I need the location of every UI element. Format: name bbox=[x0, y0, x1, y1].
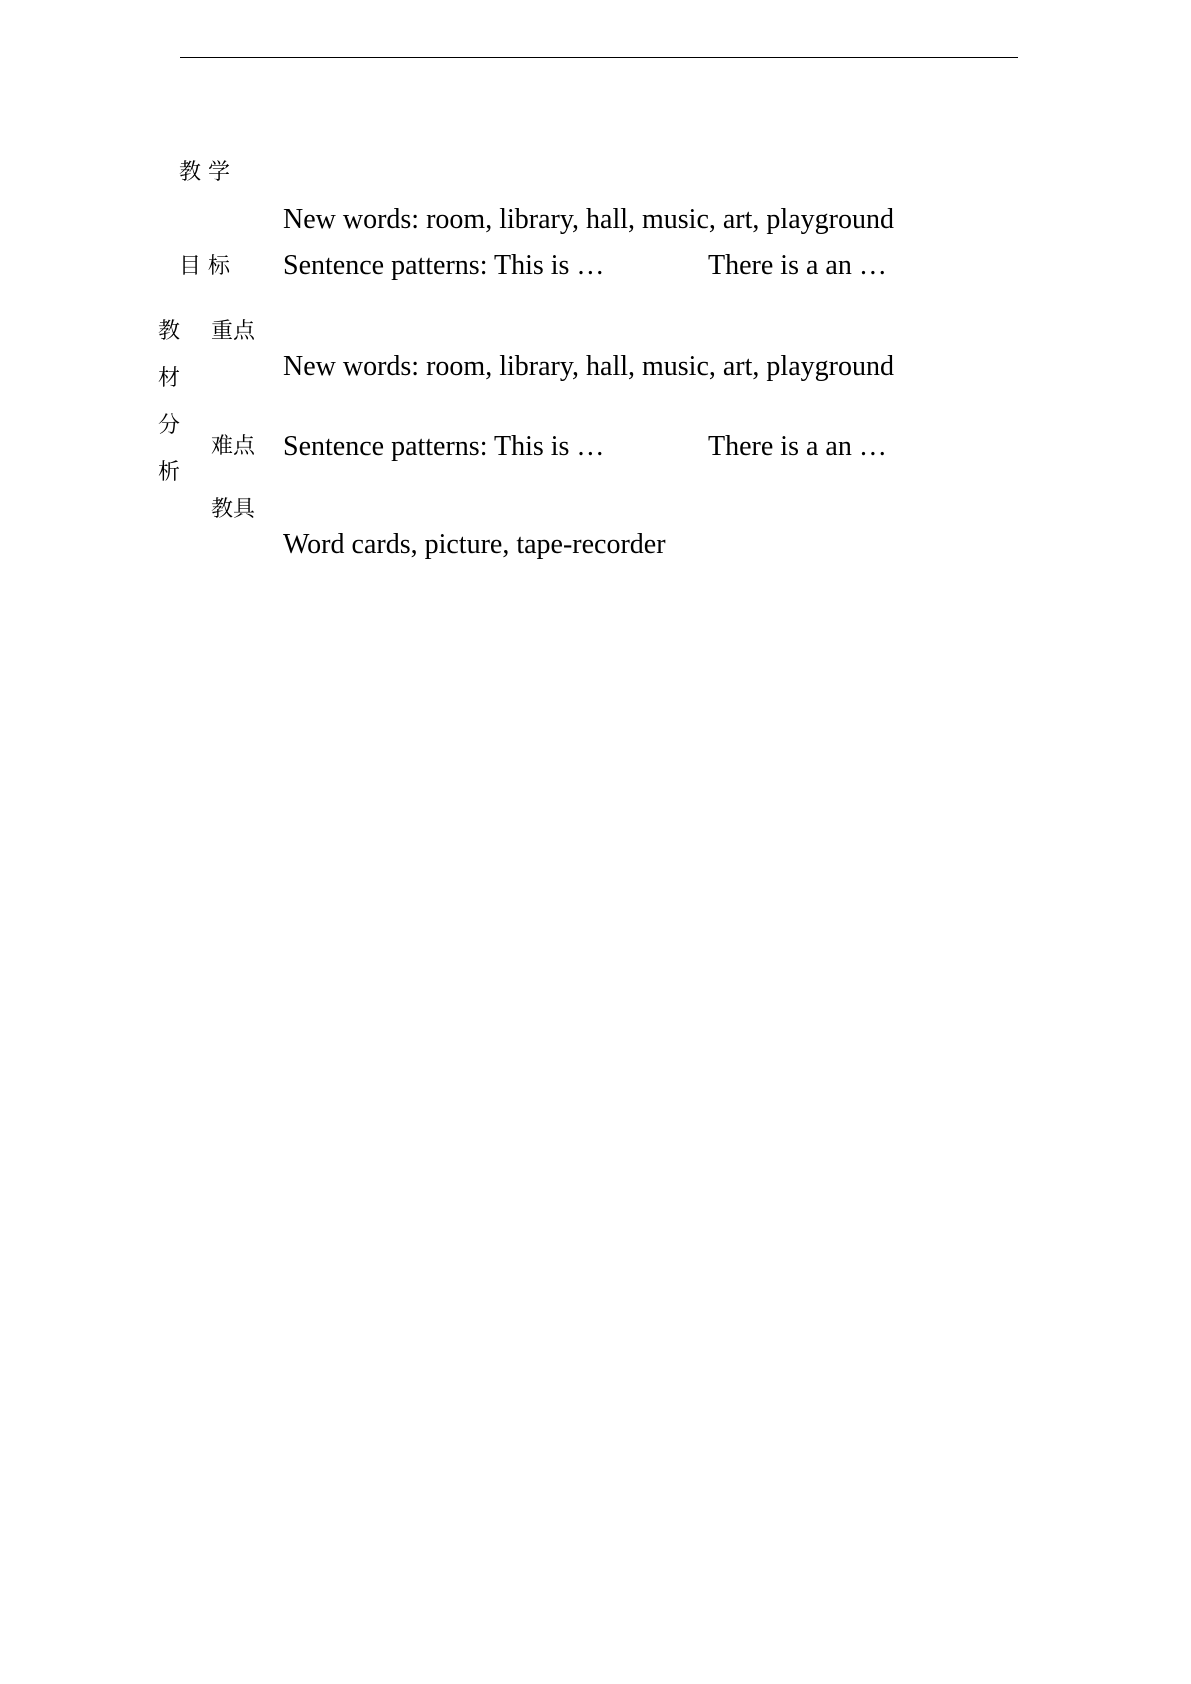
key-points-label: 重点 bbox=[211, 319, 256, 344]
objectives-new-words: New words: room, library, hall, music, art, playground bbox=[283, 204, 894, 235]
analysis-label-char-4: 析 bbox=[158, 460, 181, 485]
analysis-label-char-3: 分 bbox=[158, 413, 181, 438]
teaching-aids-label: 教具 bbox=[211, 497, 256, 522]
difficult-points-patterns-a: Sentence patterns: This is … bbox=[283, 431, 605, 462]
header-rule bbox=[180, 57, 1018, 58]
difficult-points-label: 难点 bbox=[211, 434, 256, 459]
teaching-aids-text: Word cards, picture, tape-recorder bbox=[283, 529, 666, 560]
key-points-text: New words: room, library, hall, music, art, playground bbox=[283, 351, 894, 382]
analysis-label-char-1: 教 bbox=[158, 319, 181, 344]
objectives-label-top: 教 学 bbox=[179, 160, 230, 185]
objectives-patterns-a: Sentence patterns: This is … bbox=[283, 250, 605, 281]
analysis-label-char-2: 材 bbox=[158, 366, 181, 391]
objectives-patterns-b: There is a an … bbox=[708, 250, 887, 281]
difficult-points-patterns-b: There is a an … bbox=[708, 431, 887, 462]
objectives-label-bottom: 目 标 bbox=[179, 254, 230, 279]
